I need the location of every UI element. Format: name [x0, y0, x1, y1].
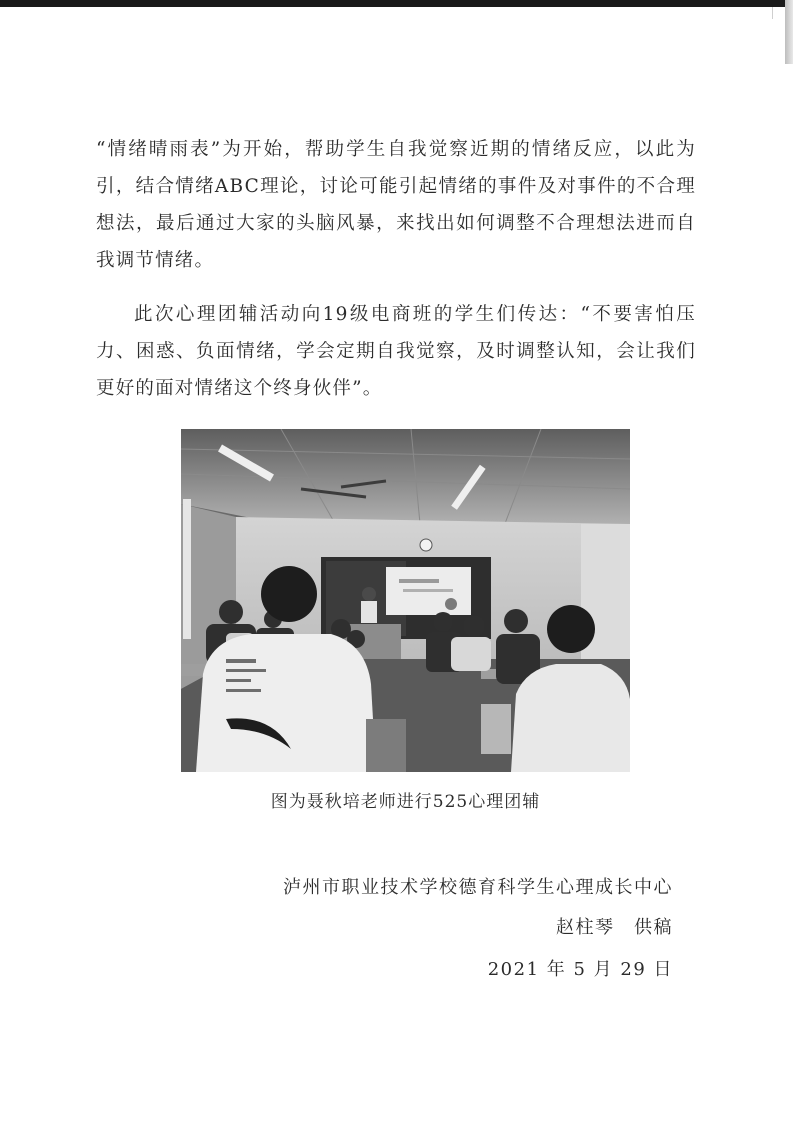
- classroom-photo-illustration: [181, 429, 630, 772]
- scan-edge-top: [0, 0, 793, 7]
- scan-mark: [772, 7, 783, 19]
- signature-author: 赵柱琴 供稿: [556, 917, 673, 938]
- classroom-photo: [181, 429, 630, 772]
- article-paragraph-2: 此次心理团辅活动向19级电商班的学生们传达：“不要害怕压力、困惑、负面情绪，学会定期自我觉察，及时调整认知，会让我们更好的面对情绪这个终身伙伴”。: [96, 304, 696, 399]
- signature-organization: 泸州市职业技术学校德育科学生心理成长中心: [283, 877, 673, 898]
- article-paragraph-1: “情绪晴雨表”为开始，帮助学生自我觉察近期的情绪反应，以此为引，结合情绪ABC理论，讨论可能引起情绪的事件及对事件的不合理想法，最后通过大家的头脑风暴，来找出如何调整不合理想法进而自我调节情绪。: [96, 139, 696, 271]
- photo-caption: 图为聂秋培老师进行525心理团辅: [270, 792, 541, 812]
- scan-edge-right: [785, 0, 793, 64]
- signature-date: 2021 年 5 月 29 日: [487, 959, 673, 980]
